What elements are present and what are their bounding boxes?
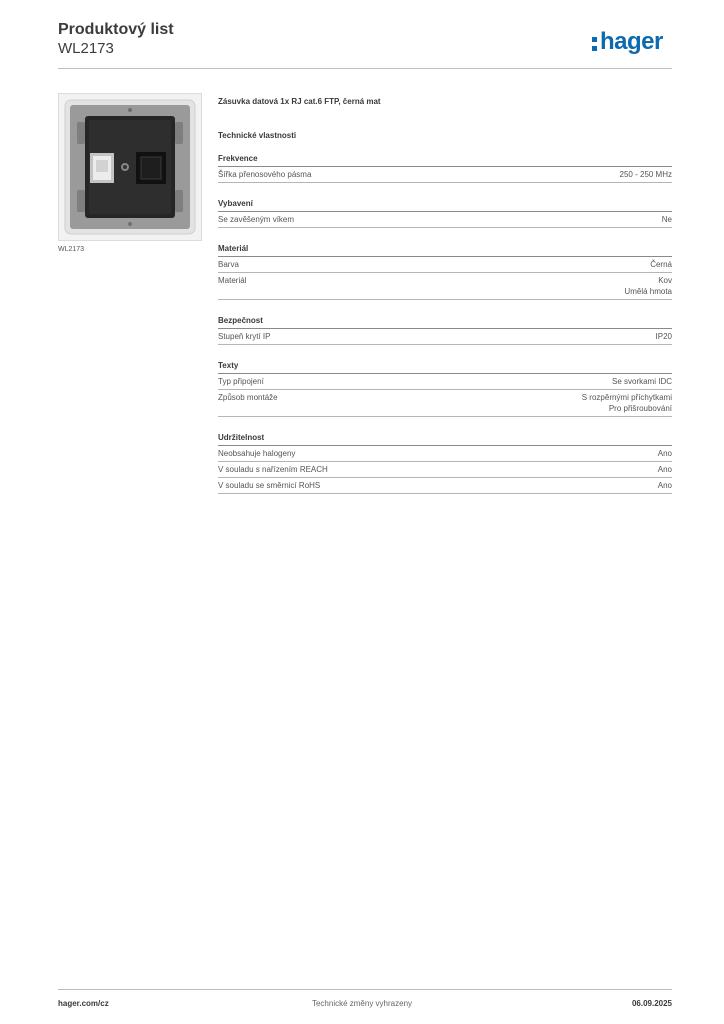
property-section xyxy=(218,433,672,494)
property-label: Stupeň krytí IP xyxy=(218,332,271,341)
footer-date: 06.09.2025 xyxy=(631,999,672,1008)
property-values xyxy=(624,275,672,297)
property-values xyxy=(650,259,672,270)
section-title: Texty xyxy=(218,361,672,374)
image-caption: WL2173 xyxy=(58,246,85,253)
property-value: Se svorkami IDC xyxy=(611,377,672,386)
property-value: 250 - 250 MHz xyxy=(619,170,672,179)
property-row xyxy=(218,390,672,417)
property-row xyxy=(218,257,672,273)
property-value: Kov xyxy=(658,276,672,285)
product-code: WL2173 xyxy=(58,40,114,57)
property-label: Materiál xyxy=(218,276,247,285)
property-value: Umělá hmota xyxy=(624,287,672,296)
property-values xyxy=(658,480,672,491)
property-label: Typ připojení xyxy=(218,377,264,386)
property-label: Se zavěšeným víkem xyxy=(218,215,295,224)
property-label: V souladu se směrnicí RoHS xyxy=(218,481,321,490)
footer-divider xyxy=(58,989,672,990)
logo-dots-icon xyxy=(592,37,597,51)
property-row xyxy=(218,273,672,300)
page-title: Produktový list xyxy=(58,21,174,38)
rj45-data-socket-image xyxy=(58,93,202,241)
logo-text: hager xyxy=(600,28,663,55)
property-section xyxy=(218,316,672,345)
product-description: Zásuvka datová 1x RJ cat.6 FTP, černá mat xyxy=(218,97,381,106)
header-divider xyxy=(58,68,672,69)
section-title: Frekvence xyxy=(218,154,672,167)
property-section xyxy=(218,244,672,300)
property-values xyxy=(582,392,672,414)
section-title: Vybavení xyxy=(218,199,672,212)
property-values xyxy=(658,448,672,459)
property-value: Černá xyxy=(650,260,672,269)
property-value: S rozpěrnými příchytkami xyxy=(581,393,672,402)
property-sections xyxy=(218,154,672,494)
property-label: Barva xyxy=(218,260,239,269)
property-row xyxy=(218,329,672,345)
property-values xyxy=(612,376,672,387)
property-value: Pro přišroubování xyxy=(608,404,672,413)
property-label: Šířka přenosového pásma xyxy=(218,170,312,179)
property-values xyxy=(658,464,672,475)
property-values xyxy=(662,214,672,225)
property-row xyxy=(218,374,672,390)
property-label: V souladu s nařízením REACH xyxy=(218,465,328,474)
product-details xyxy=(218,96,672,494)
property-value: IP20 xyxy=(655,332,672,341)
property-row xyxy=(218,478,672,494)
property-row xyxy=(218,167,672,183)
property-row xyxy=(218,446,672,462)
section-title: Udržitelnost xyxy=(218,433,672,446)
property-value: Ano xyxy=(657,481,672,490)
footer-notice: Technické změny vyhrazeny xyxy=(311,999,413,1008)
property-value: Ne xyxy=(661,215,672,224)
footer-website: hager.com/cz xyxy=(58,999,109,1008)
property-row xyxy=(218,212,672,228)
property-row xyxy=(218,462,672,478)
property-label: Způsob montáže xyxy=(218,393,278,402)
property-value: Ano xyxy=(657,449,672,458)
technical-properties-title: Technické vlastnosti xyxy=(218,131,297,140)
property-value: Ano xyxy=(657,465,672,474)
property-values xyxy=(656,331,672,342)
property-label: Neobsahuje halogeny xyxy=(218,449,296,458)
property-values xyxy=(620,169,672,180)
section-title: Bezpečnost xyxy=(218,316,672,329)
property-section xyxy=(218,199,672,228)
section-title: Materiál xyxy=(218,244,672,257)
property-section xyxy=(218,361,672,417)
property-section xyxy=(218,154,672,183)
hager-logo xyxy=(592,28,663,56)
